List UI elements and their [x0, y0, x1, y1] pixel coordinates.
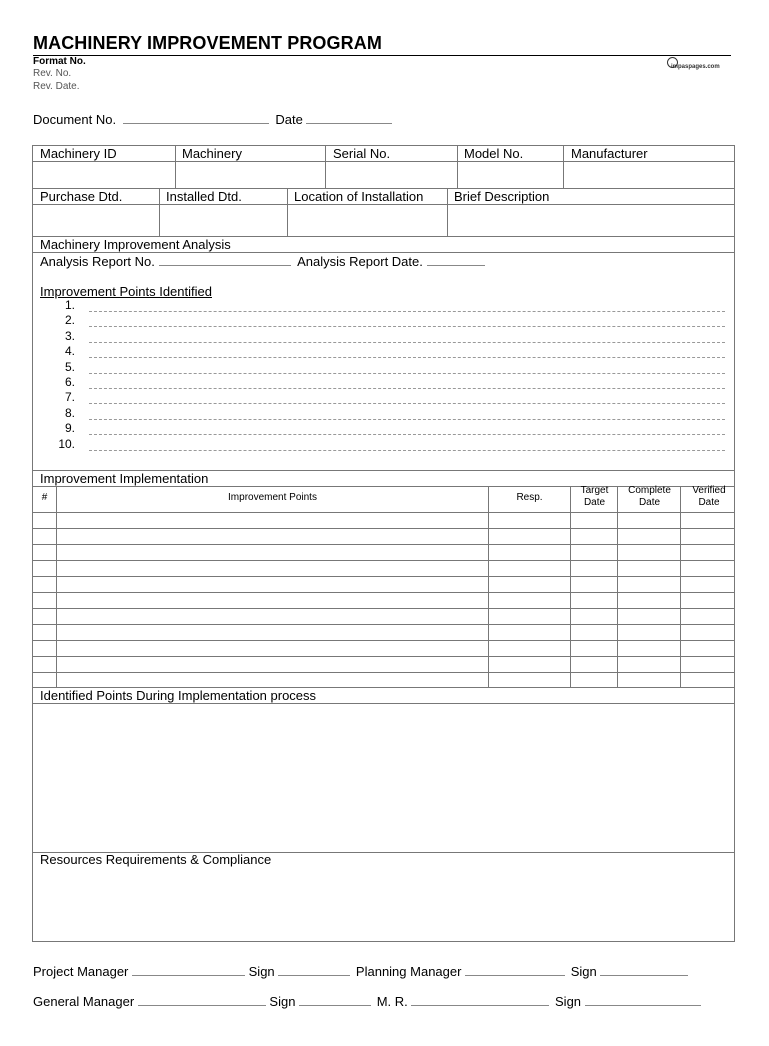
identified-points-title: Identified Points During Implementation process	[40, 688, 317, 703]
document-no-field[interactable]	[123, 111, 269, 124]
analysis-section-title: Machinery Improvement Analysis	[40, 237, 231, 252]
document-no-label: Document No.	[33, 112, 117, 127]
implementation-section-title: Improvement Implementation	[40, 471, 209, 486]
analysis-report-line	[40, 253, 485, 269]
date-label: Date	[275, 112, 303, 127]
point-entry-line[interactable]	[89, 419, 725, 420]
signature-line-1	[33, 963, 688, 979]
sign-label: Sign	[570, 964, 597, 979]
point-number: 10.	[58, 436, 75, 451]
point-entry-line[interactable]	[89, 326, 725, 327]
general-manager-label: General Manager	[33, 994, 135, 1009]
table-row[interactable]	[33, 592, 734, 593]
col-header-verified-date: Verified Date	[692, 485, 726, 508]
point-entry-line[interactable]	[89, 373, 725, 374]
table-row[interactable]	[33, 672, 734, 673]
format-no-label: Format No.	[33, 56, 86, 67]
point-number: 7.	[64, 390, 75, 405]
planning-manager-sign-field[interactable]	[600, 963, 688, 976]
machinery-label: Machinery	[182, 146, 242, 161]
signature-line-2	[33, 993, 701, 1009]
col-divider	[175, 146, 176, 188]
resources-section-title: Resources Requirements & Compliance	[40, 852, 272, 867]
table-row[interactable]	[33, 512, 734, 513]
table-row[interactable]	[33, 528, 734, 529]
sign-label: Sign	[269, 994, 296, 1009]
col-header-improvement-points: Improvement Points	[228, 492, 317, 503]
serial-no-label: Serial No.	[333, 146, 391, 161]
table-row[interactable]	[33, 624, 734, 625]
point-entry-line[interactable]	[89, 388, 725, 389]
analysis-report-date-label: Analysis Report Date.	[297, 254, 423, 269]
location-label: Location of Installation	[294, 189, 424, 204]
resources-area[interactable]	[35, 870, 732, 938]
col-divider	[457, 146, 458, 188]
machinery-id-label: Machinery ID	[40, 146, 117, 161]
point-entry-line[interactable]	[89, 434, 725, 435]
title-divider	[33, 55, 731, 56]
date-field[interactable]	[306, 111, 392, 124]
col-divider	[287, 188, 288, 236]
point-number: 2.	[64, 313, 75, 328]
project-manager-field[interactable]	[132, 963, 245, 976]
point-number: 3.	[64, 328, 75, 343]
mr-sign-field[interactable]	[585, 993, 701, 1006]
point-number: 9.	[64, 421, 75, 436]
analysis-report-no-label: Analysis Report No.	[40, 254, 155, 269]
point-number: 8.	[64, 405, 75, 420]
point-entry-line[interactable]	[89, 357, 725, 358]
point-entry-line[interactable]	[89, 311, 725, 312]
point-entry-line[interactable]	[89, 403, 725, 404]
form-frame	[32, 145, 735, 942]
col-header-target-date: Target Date	[580, 485, 609, 508]
col-divider	[325, 146, 326, 188]
col-divider	[159, 188, 160, 236]
document-info-line	[33, 111, 392, 127]
identified-points-area[interactable]	[35, 706, 732, 849]
col-divider	[563, 146, 564, 188]
table-row[interactable]	[33, 656, 734, 657]
brief-description-label: Brief Description	[454, 189, 550, 204]
table-row[interactable]	[33, 640, 734, 641]
mr-label: M. R.	[376, 994, 408, 1009]
row-divider	[33, 161, 734, 162]
page-title: MACHINERY IMPROVEMENT PROGRAM	[33, 33, 382, 53]
general-manager-field[interactable]	[138, 993, 266, 1006]
logo-text: impaspages.com	[671, 64, 720, 70]
point-number: 4.	[64, 344, 75, 359]
row-divider	[33, 703, 734, 704]
col-divider	[447, 188, 448, 236]
planning-manager-field[interactable]	[465, 963, 565, 976]
model-no-label: Model No.	[464, 146, 524, 161]
row-divider	[33, 204, 734, 205]
point-entry-line[interactable]	[89, 342, 725, 343]
col-header-number: #	[41, 492, 48, 503]
point-number: 1.	[64, 298, 75, 312]
point-number: 6.	[64, 375, 75, 389]
point-number: 5.	[64, 359, 75, 374]
planning-manager-label: Planning Manager	[355, 964, 462, 979]
table-row[interactable]	[33, 576, 734, 577]
improvement-points-heading: Improvement Points Identified	[40, 284, 212, 299]
project-manager-sign-field[interactable]	[278, 963, 350, 976]
analysis-report-date-field[interactable]	[427, 253, 485, 266]
rev-date-label: Rev. Date.	[33, 81, 80, 92]
rev-no-label: Rev. No.	[33, 68, 72, 79]
manufacturer-label: Manufacturer	[571, 146, 648, 161]
general-manager-sign-field[interactable]	[299, 993, 371, 1006]
sign-label: Sign	[555, 994, 582, 1009]
col-header-complete-date: Complete Date	[628, 485, 671, 508]
mr-field[interactable]	[411, 993, 549, 1006]
table-row[interactable]	[33, 608, 734, 609]
col-header-resp: Resp.	[516, 492, 543, 503]
project-manager-label: Project Manager	[33, 964, 129, 979]
sign-label: Sign	[248, 964, 275, 979]
table-row[interactable]	[33, 560, 734, 561]
purchase-dtd-label: Purchase Dtd.	[40, 189, 123, 204]
analysis-report-no-field[interactable]	[159, 253, 291, 266]
point-entry-line[interactable]	[89, 450, 725, 451]
table-row[interactable]	[33, 544, 734, 545]
installed-dtd-label: Installed Dtd.	[166, 189, 242, 204]
